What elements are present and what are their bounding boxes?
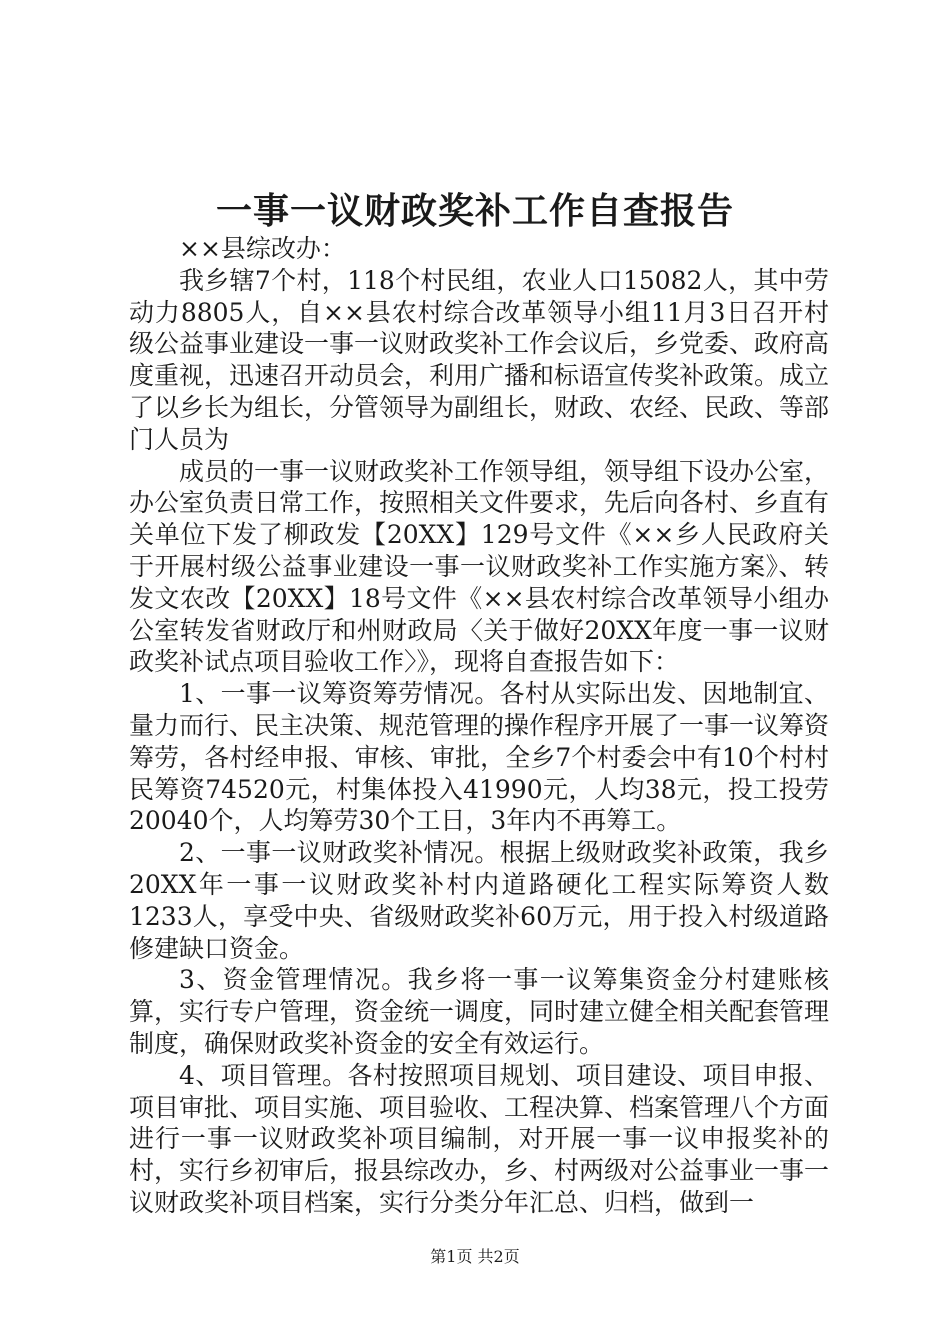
paragraph-intro: 我乡辖7个村，118个村民组，农业人口15082人，其中劳动力8805人，自××县农村综合改革领导小组11月3日召开村级公益事业建设一事一议财政奖补工作会议后，乡党委、政府高度重视，迅速召开动员会，利用广播和标语宣传奖补政策。成立了以乡长为组长，分管领导为副组长，财政、农经、民政、等部门人员为 <box>129 265 830 454</box>
paragraph-item-3: 3、资金管理情况。我乡将一事一议筹集资金分村建账核算，实行专户管理，资金统一调度，同时建立健全相关配套管理制度，确保财政奖补资金的安全有效运行。 <box>129 965 830 1058</box>
salutation: ××县综改办： <box>179 234 346 263</box>
paragraph-leadership-group: 成员的一事一议财政奖补工作领导组，领导组下设办公室，办公室负责日常工作，按照相关文件要求，先后向各村、乡直有关单位下发了柳政发【20XX】129号文件《××乡人民政府关于开展村级公益事业建设一事一议财政奖补工作实施方案》、转发文农改【20XX】18号文件《××县农村综合改革领导小组办公室转发省财政厅和州财政局〈关于做好20XX年度一事一议财政奖补试点项目验收工作〉》，现将自查报告如下： <box>129 456 830 677</box>
paragraph-item-4: 4、项目管理。各村按照项目规划、项目建设、项目申报、项目审批、项目实施、项目验收、工程决算、档案管理八个方面进行一事一议财政奖补项目编制，对开展一事一议申报奖补的村，实行乡初审后，报县综改办，乡、村两级对公益事业一事一议财政奖补项目档案，实行分类分年汇总、归档，做到一 <box>129 1060 830 1217</box>
paragraph-item-1: 1、一事一议筹资筹劳情况。各村从实际出发、因地制宜、量力而行、民主决策、规范管理的操作程序开展了一事一议筹资筹劳，各村经申报、审核、审批，全乡7个村委会中有10个村村民筹资74520元，村集体投入41990元，人均38元，投工投劳20040个，人均筹劳30个工日，3年内不再筹工。 <box>129 679 830 836</box>
page-number-footer: 第1页 共2页 <box>430 1247 520 1266</box>
document-body <box>129 233 829 1219</box>
document-title: 一事一议财政奖补工作自查报告 <box>215 190 734 232</box>
paragraph-item-2: 2、一事一议财政奖补情况。根据上级财政奖补政策，我乡20XX年一事一议财政奖补村内道路硬化工程实际筹资人数1233人，享受中央、省级财政奖补60万元，用于投入村级道路修建缺口资金。 <box>129 838 829 963</box>
